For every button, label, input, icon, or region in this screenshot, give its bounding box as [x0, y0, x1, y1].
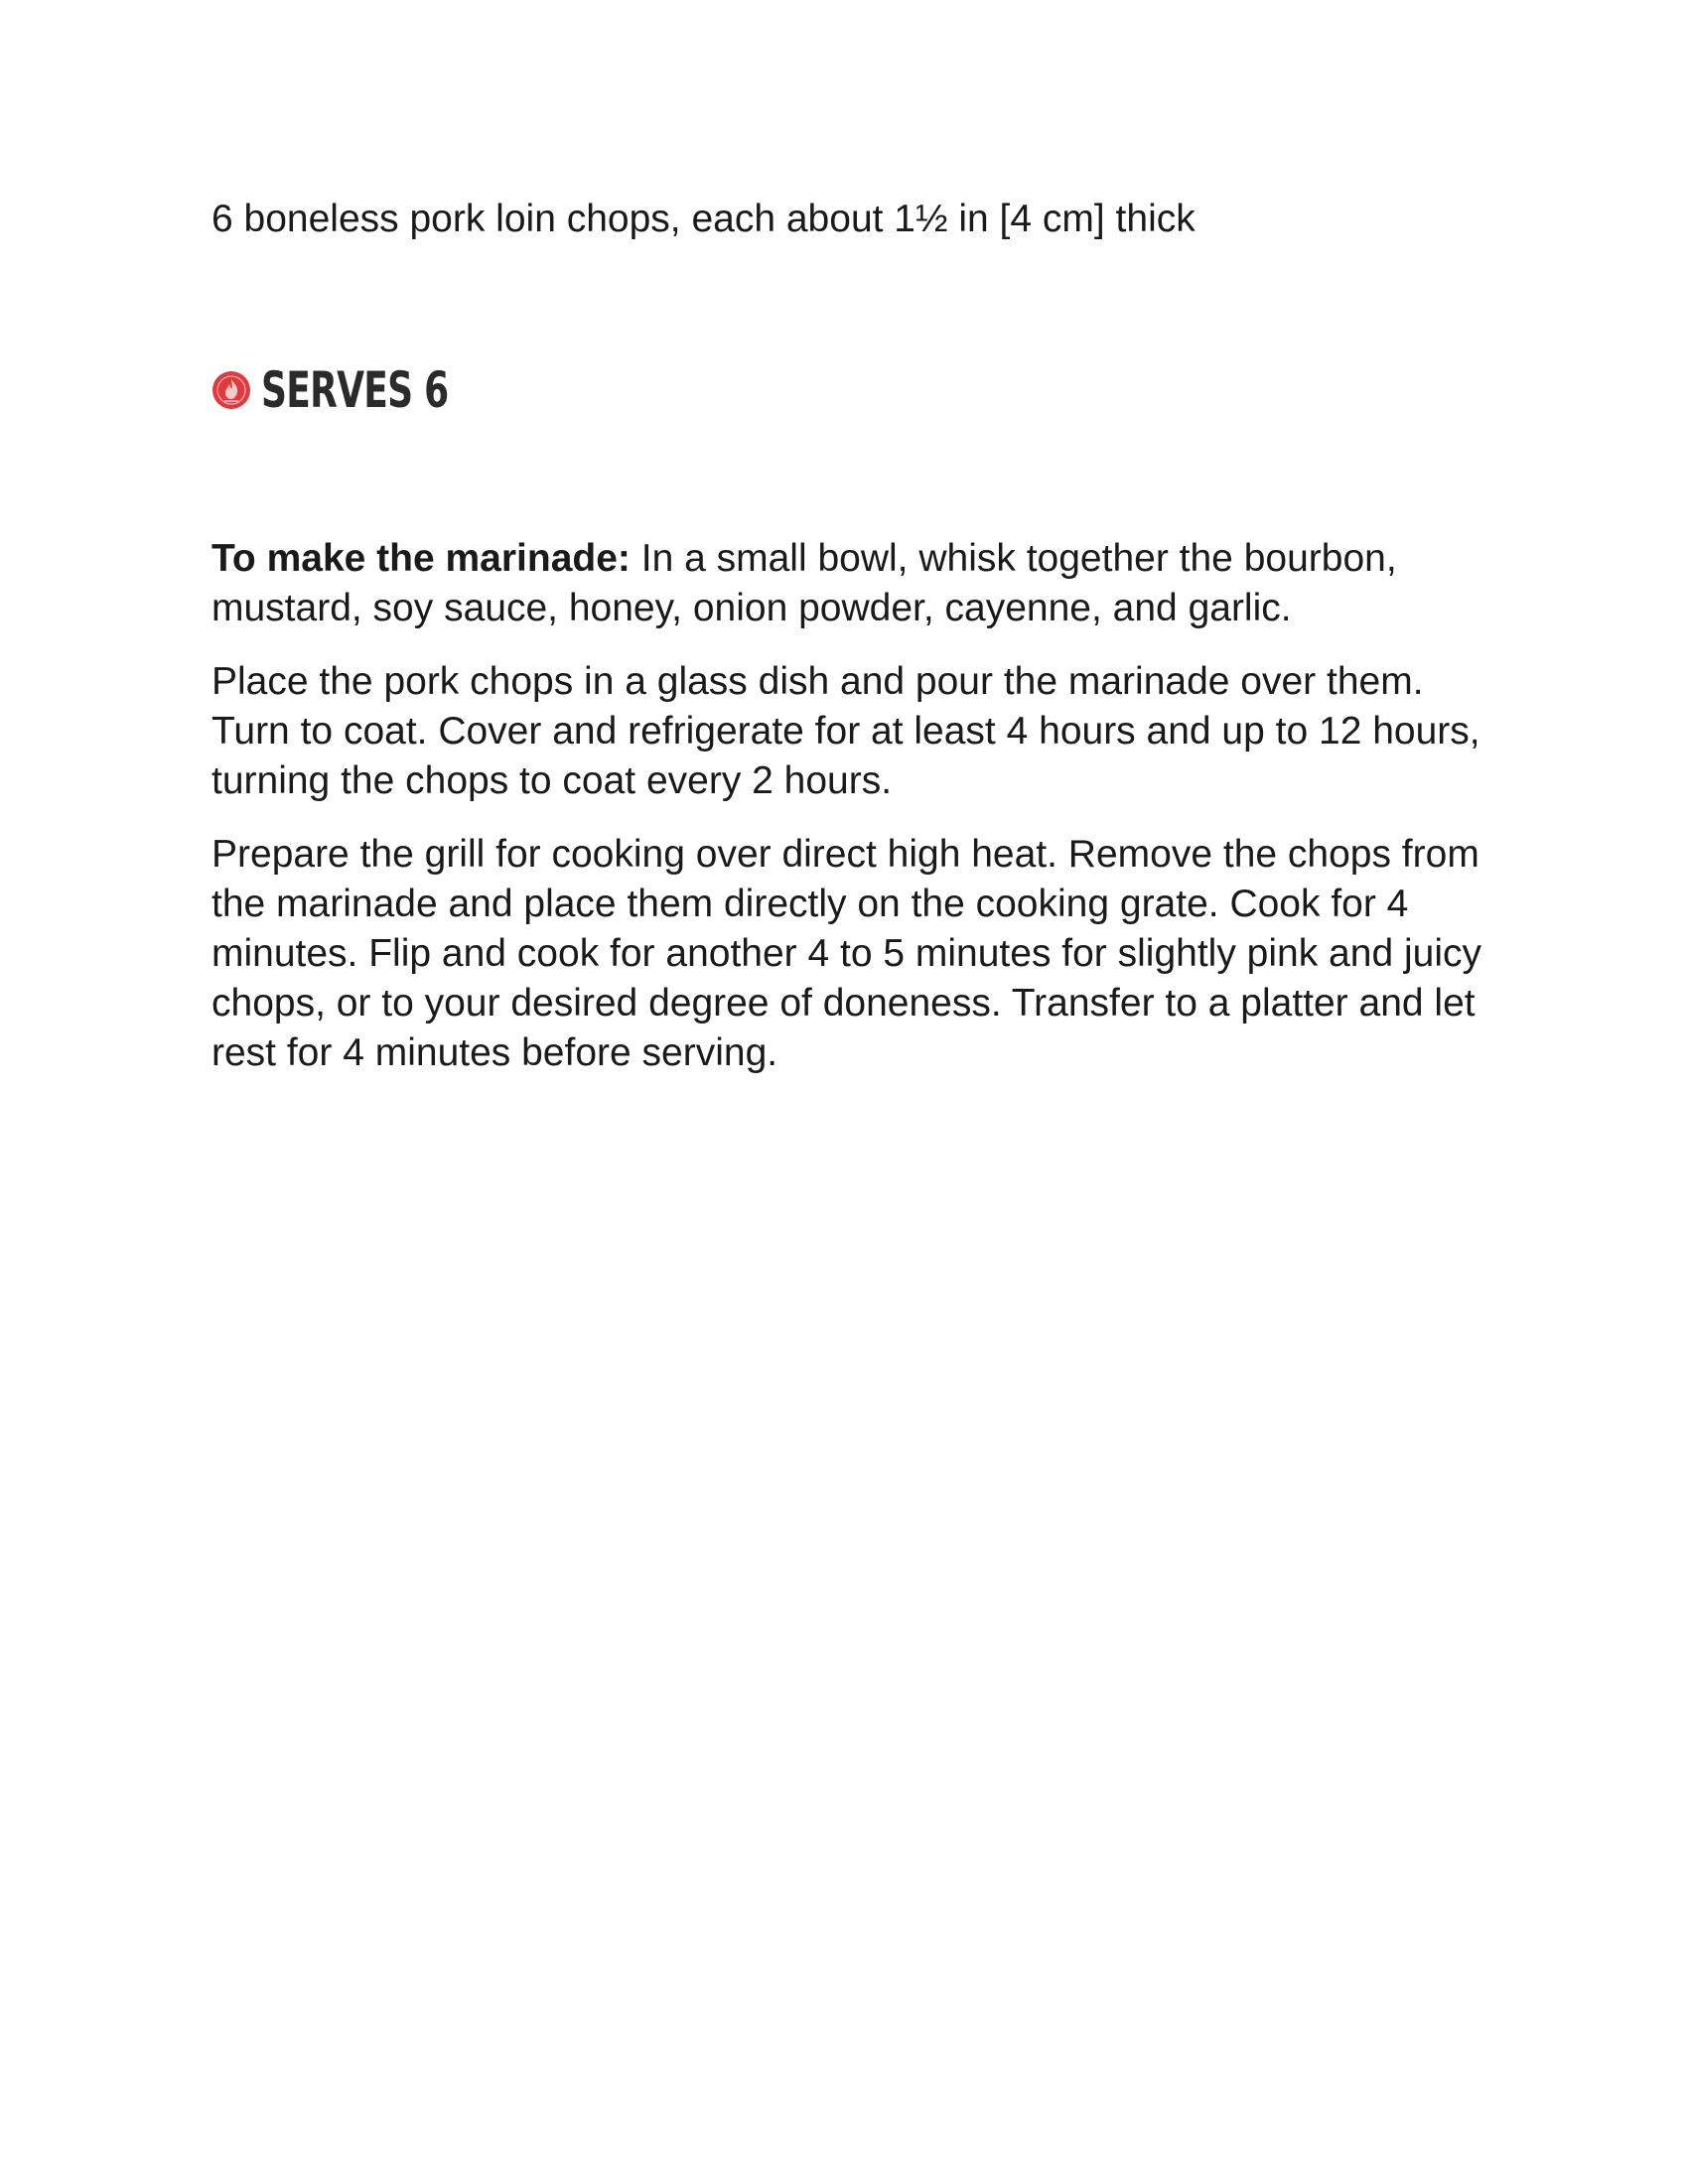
method-step-1 — [211, 534, 1502, 633]
flame-badge-icon — [211, 370, 251, 410]
method-section — [211, 534, 1502, 1102]
serves-label: SERVES 6 — [261, 361, 449, 419]
method-step-lead: To make the marinade: — [211, 537, 631, 580]
serves-heading — [211, 355, 521, 425]
ingredient-line: 6 boneless pork loin chops, each about 1½ in [4 cm] thick — [211, 198, 1196, 240]
method-step-3: Prepare the grill for cooking over direct high heat. Remove the chops from the marinade and place them directly on the cooking grate. Cook for 4 minutes. Flip and cook for another 4 to 5 minutes for slightly pink and juicy chops, or to your desired degree of doneness. Transfer to a platter and let rest for 4 minutes before serving. — [211, 833, 1481, 1074]
method-step-2: Place the pork chops in a glass dish and pour the marinade over them. Turn to coat. Cover and refrigerate for at least 4 hours and up to 12 hours, turning the chops to coat every 2 hours. — [211, 660, 1480, 802]
method-step-text: In a small bowl, whisk together the bourbon, mustard, soy sauce, honey, onion powder, cayenne, and garlic. — [211, 537, 1397, 629]
